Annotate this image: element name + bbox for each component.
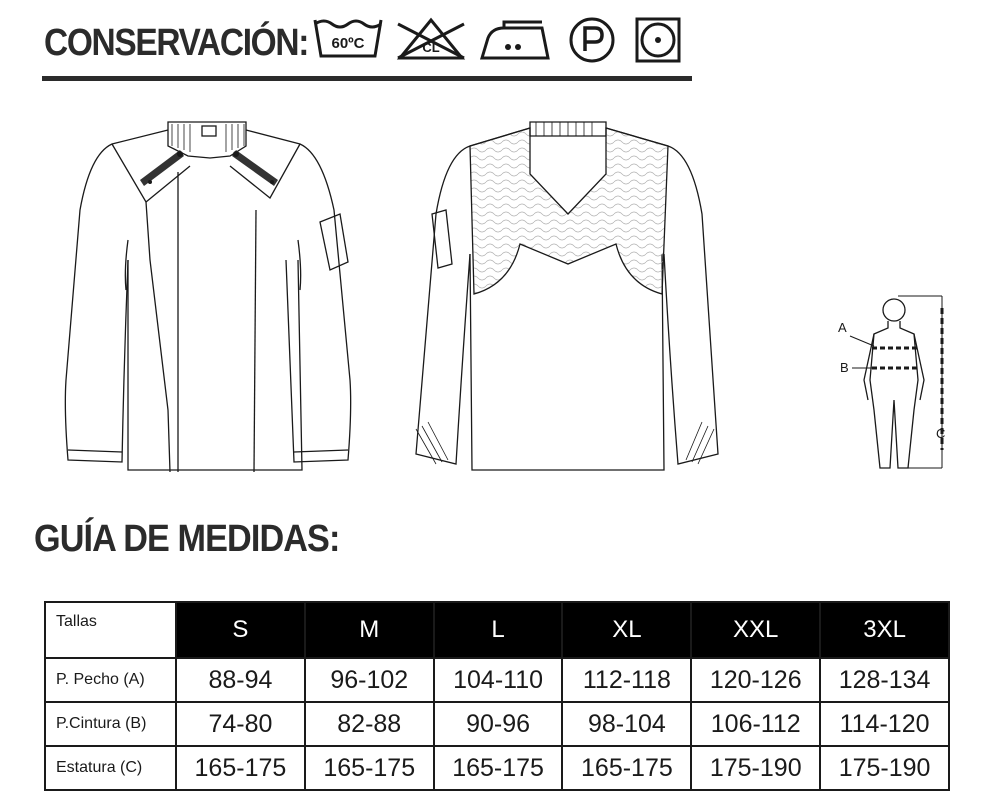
size-header-cell: 3XL xyxy=(820,602,949,658)
table-cell: 165-175 xyxy=(305,746,434,790)
table-row xyxy=(45,702,949,746)
table-cell: 74-80 xyxy=(176,702,305,746)
row-label: P. Pecho (A) xyxy=(45,658,176,702)
table-cell: 114-120 xyxy=(820,702,949,746)
table-cell: 175-190 xyxy=(691,746,820,790)
measurements-title: GUÍA DE MEDIDAS: xyxy=(34,518,340,560)
row-label: Estatura (C) xyxy=(45,746,176,790)
table-cell: 112-118 xyxy=(562,658,691,702)
table-cell: 98-104 xyxy=(562,702,691,746)
size-header-cell: XL xyxy=(562,602,691,658)
table-cell: 128-134 xyxy=(820,658,949,702)
body-measure-figure xyxy=(834,290,954,476)
size-header-cell: M xyxy=(305,602,434,658)
size-header-cell: S xyxy=(176,602,305,658)
iron-medium-icon xyxy=(478,14,554,64)
size-table xyxy=(44,601,950,791)
tumble-dry-icon xyxy=(634,14,684,64)
jacket-back-drawing xyxy=(406,114,728,484)
table-cell: 96-102 xyxy=(305,658,434,702)
size-header-row xyxy=(45,602,949,658)
care-title: CONSERVACIÓN: xyxy=(44,22,309,64)
no-bleach-icon xyxy=(394,14,468,64)
table-cell: 104-110 xyxy=(434,658,563,702)
bleach-mark: CL xyxy=(422,40,440,55)
label-b: B xyxy=(840,360,849,375)
label-a: A xyxy=(838,320,847,335)
table-cell: 165-175 xyxy=(176,746,305,790)
table-cell: 175-190 xyxy=(820,746,949,790)
header-label: Tallas xyxy=(45,602,176,658)
table-cell: 90-96 xyxy=(434,702,563,746)
wash-60-icon xyxy=(312,14,384,64)
table-cell: 120-126 xyxy=(691,658,820,702)
label-c: C xyxy=(936,426,946,441)
care-divider xyxy=(42,76,692,81)
table-cell: 165-175 xyxy=(562,746,691,790)
wash-temp-label: 60ºC xyxy=(331,35,365,52)
dry-clean-p-icon xyxy=(568,14,620,64)
table-cell: 88-94 xyxy=(176,658,305,702)
table-cell: 106-112 xyxy=(691,702,820,746)
size-header-cell: L xyxy=(434,602,563,658)
size-header-cell: XXL xyxy=(691,602,820,658)
table-row xyxy=(45,658,949,702)
table-cell: 82-88 xyxy=(305,702,434,746)
row-label: P.Cintura (B) xyxy=(45,702,176,746)
jacket-front-drawing xyxy=(50,110,370,480)
table-row xyxy=(45,746,949,790)
table-cell: 165-175 xyxy=(434,746,563,790)
